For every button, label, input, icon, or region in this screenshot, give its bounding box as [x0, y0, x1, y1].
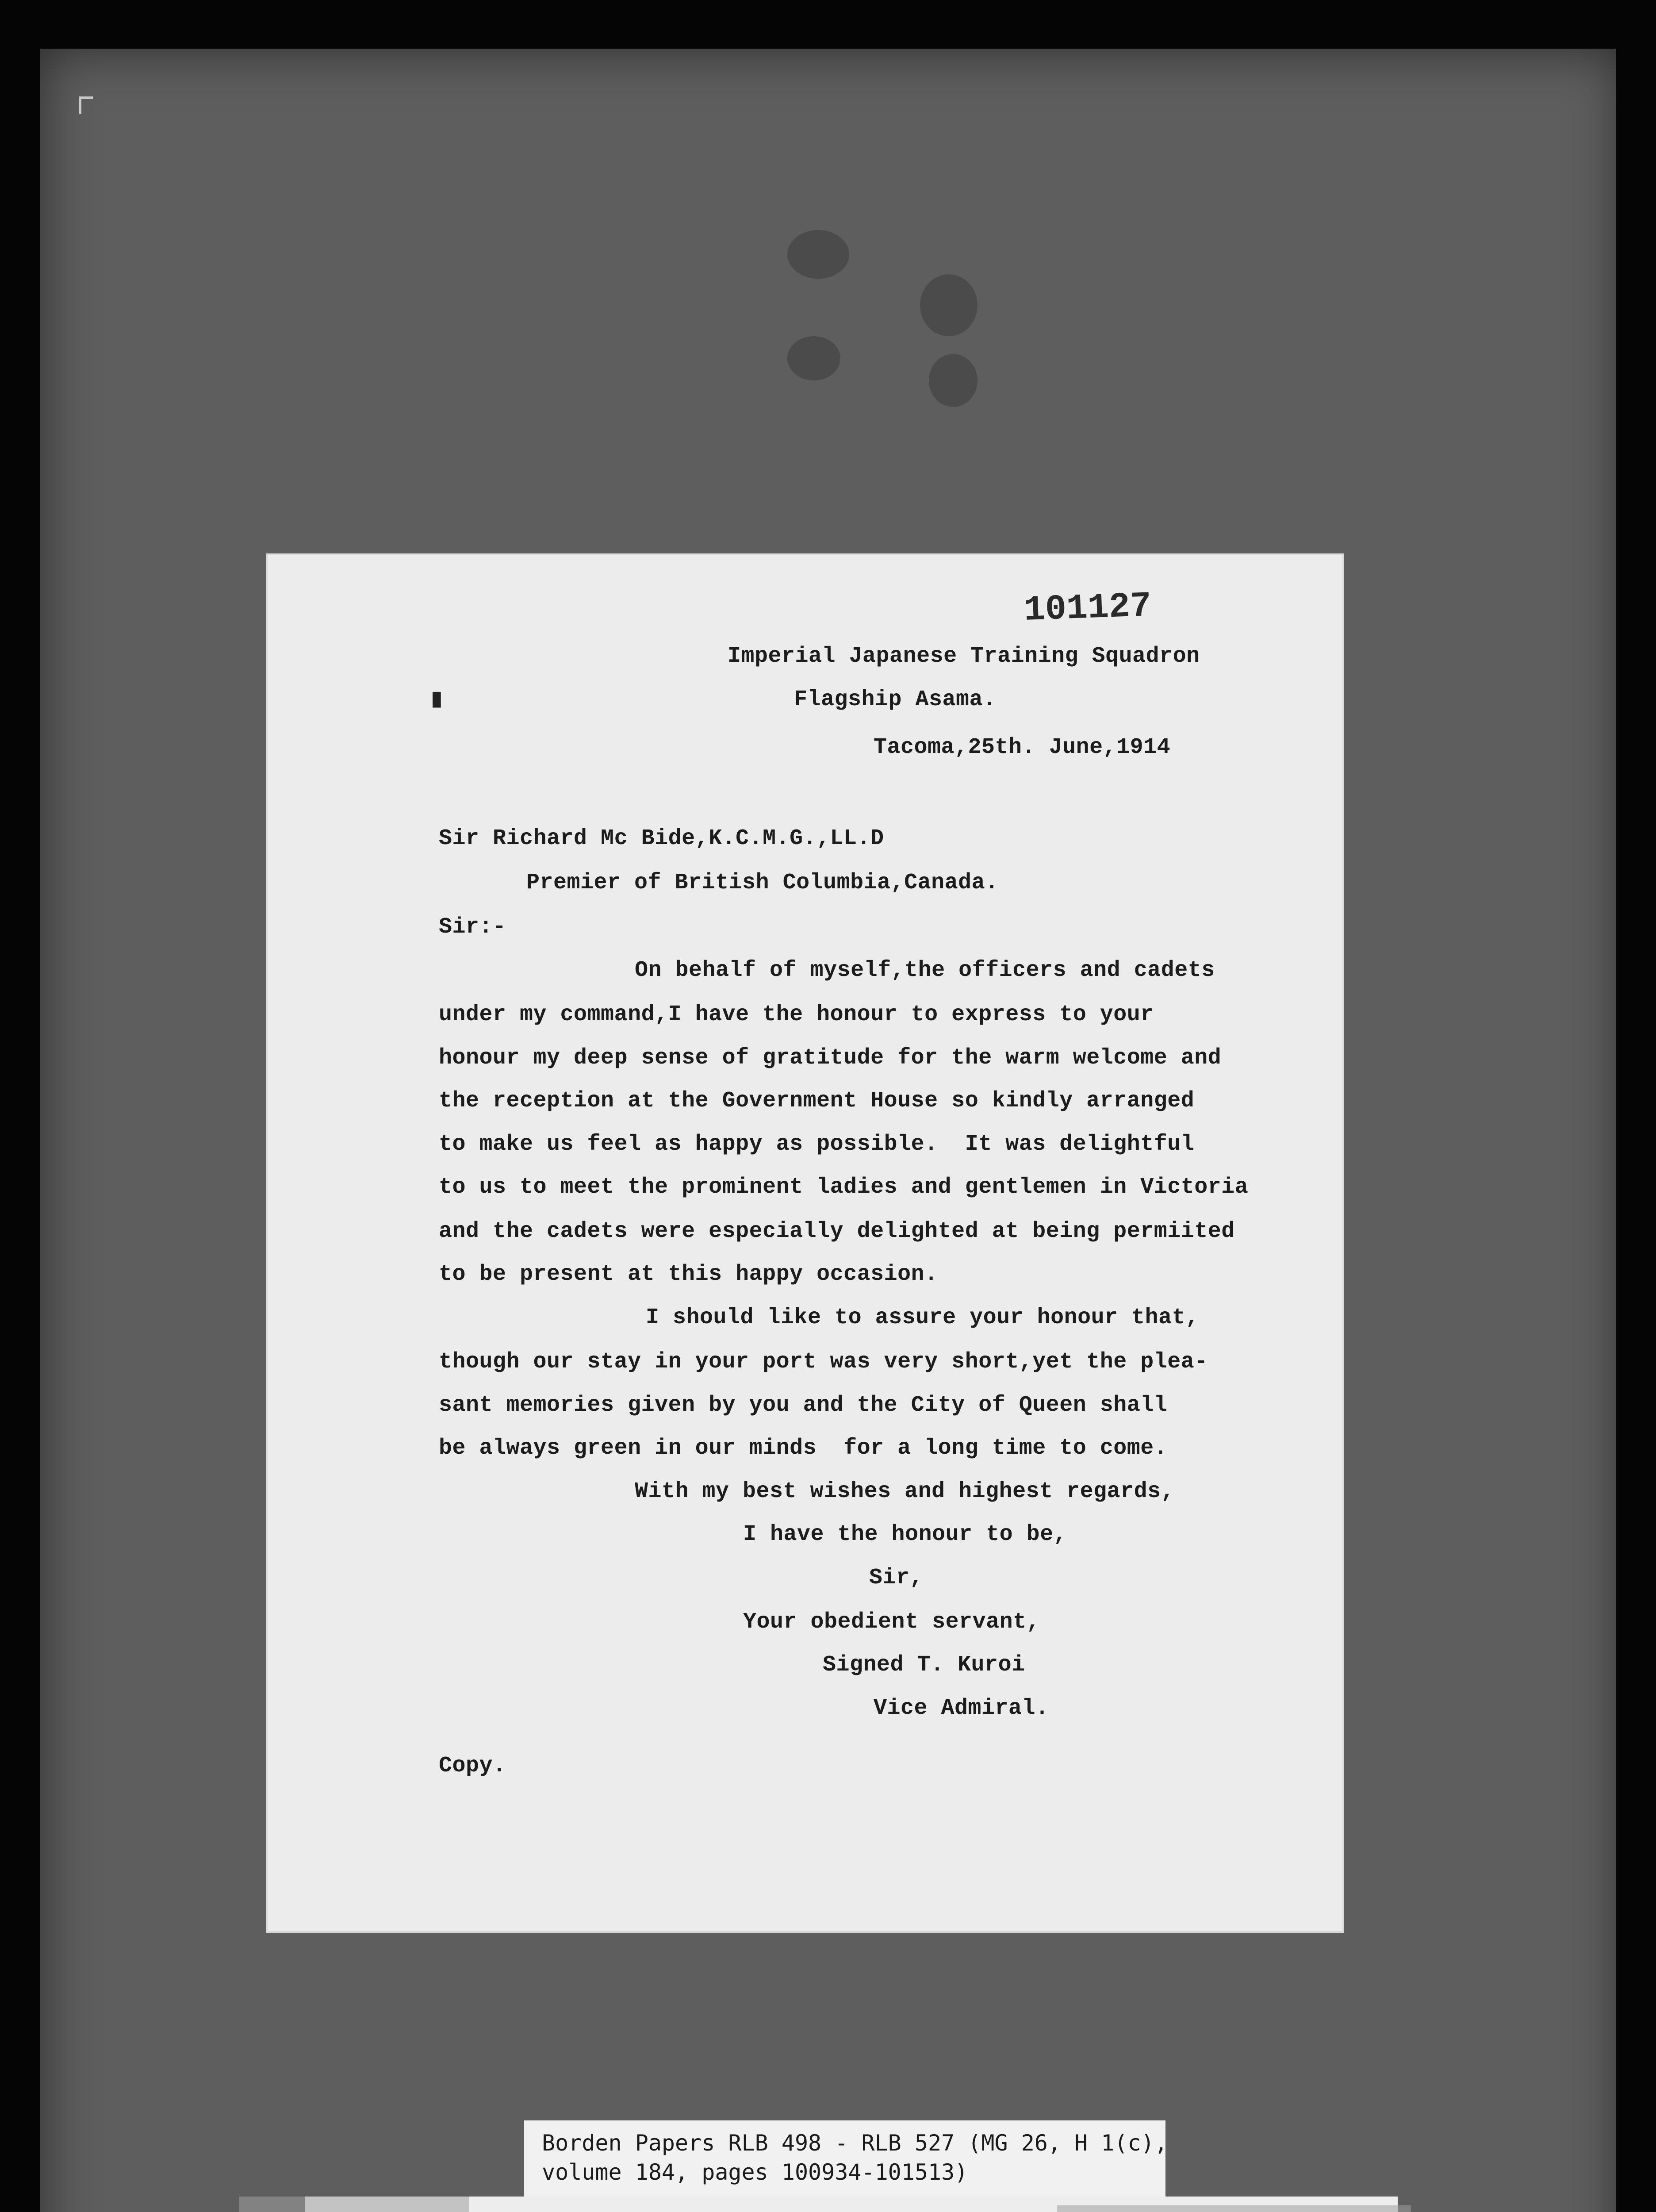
- body-line: I should like to assure your honour that,: [646, 1305, 1199, 1330]
- film-edge-right: [1616, 0, 1656, 2212]
- tape-strip: [1057, 2205, 1411, 2212]
- salutation: Sir:-: [439, 914, 506, 940]
- body-line: under my command,I have the honour to express to your: [439, 1002, 1154, 1027]
- closing-line: Your obedient servant,: [743, 1609, 1040, 1635]
- header-squadron: Imperial Japanese Training Squadron: [728, 644, 1200, 669]
- body-line: to us to meet the prominent ladies and gentlemen in Victoria: [439, 1175, 1249, 1200]
- copy-note: Copy.: [439, 1753, 506, 1778]
- signer-rank: Vice Admiral.: [874, 1696, 1049, 1721]
- archive-reference-label: [524, 2120, 1168, 2198]
- body-line: be always green in our minds for a long time to come.: [439, 1436, 1168, 1461]
- body-line: the reception at the Government House so kindly arranged: [439, 1088, 1195, 1114]
- film-edge-left: [0, 0, 40, 2212]
- header-date: Tacoma,25th. June,1914: [874, 735, 1171, 760]
- archives-stamp-card: [305, 2197, 1398, 2212]
- header-flagship: Flagship Asama.: [794, 687, 997, 712]
- reference-line: Borden Papers RLB 498 - RLB 527 (MG 26, H 1(c),: [542, 2130, 1168, 2156]
- smudge: [787, 336, 840, 380]
- addressee-title: Premier of British Columbia,Canada.: [526, 870, 999, 895]
- smudge: [787, 230, 849, 279]
- reference-line: volume 184, pages 100934-101513): [542, 2159, 968, 2185]
- letter-page: [268, 555, 1342, 1931]
- body-line: to make us feel as happy as possible. It was delightful: [439, 1132, 1195, 1157]
- signature-line: Signed T. Kuroi: [823, 1652, 1025, 1678]
- frame-corner-mark: [79, 96, 93, 114]
- body-line: With my best wishes and highest regards,: [635, 1479, 1175, 1504]
- body-line: and the cadets were especially delighted at being permiited: [439, 1219, 1235, 1244]
- closing-line: I have the honour to be,: [743, 1522, 1067, 1547]
- punch-hole-mark: ▝: [425, 695, 441, 725]
- document-number: 101127: [1023, 586, 1152, 631]
- closing-line: Sir,: [869, 1565, 924, 1590]
- body-line: On behalf of myself,the officers and cadets: [635, 958, 1215, 983]
- body-line: honour my deep sense of gratitude for the warm welcome and: [439, 1045, 1222, 1071]
- body-line: sant memories given by you and the City of Queen shall: [439, 1393, 1168, 1418]
- smudge: [929, 354, 978, 407]
- addressee-name: Sir Richard Mc Bide,K.C.M.G.,LL.D: [439, 826, 884, 851]
- smudge: [920, 274, 978, 336]
- body-line: though our stay in your port was very short,yet the plea-: [439, 1349, 1208, 1375]
- body-line: to be present at this happy occasion.: [439, 1262, 938, 1287]
- tape-strip: [239, 2197, 469, 2212]
